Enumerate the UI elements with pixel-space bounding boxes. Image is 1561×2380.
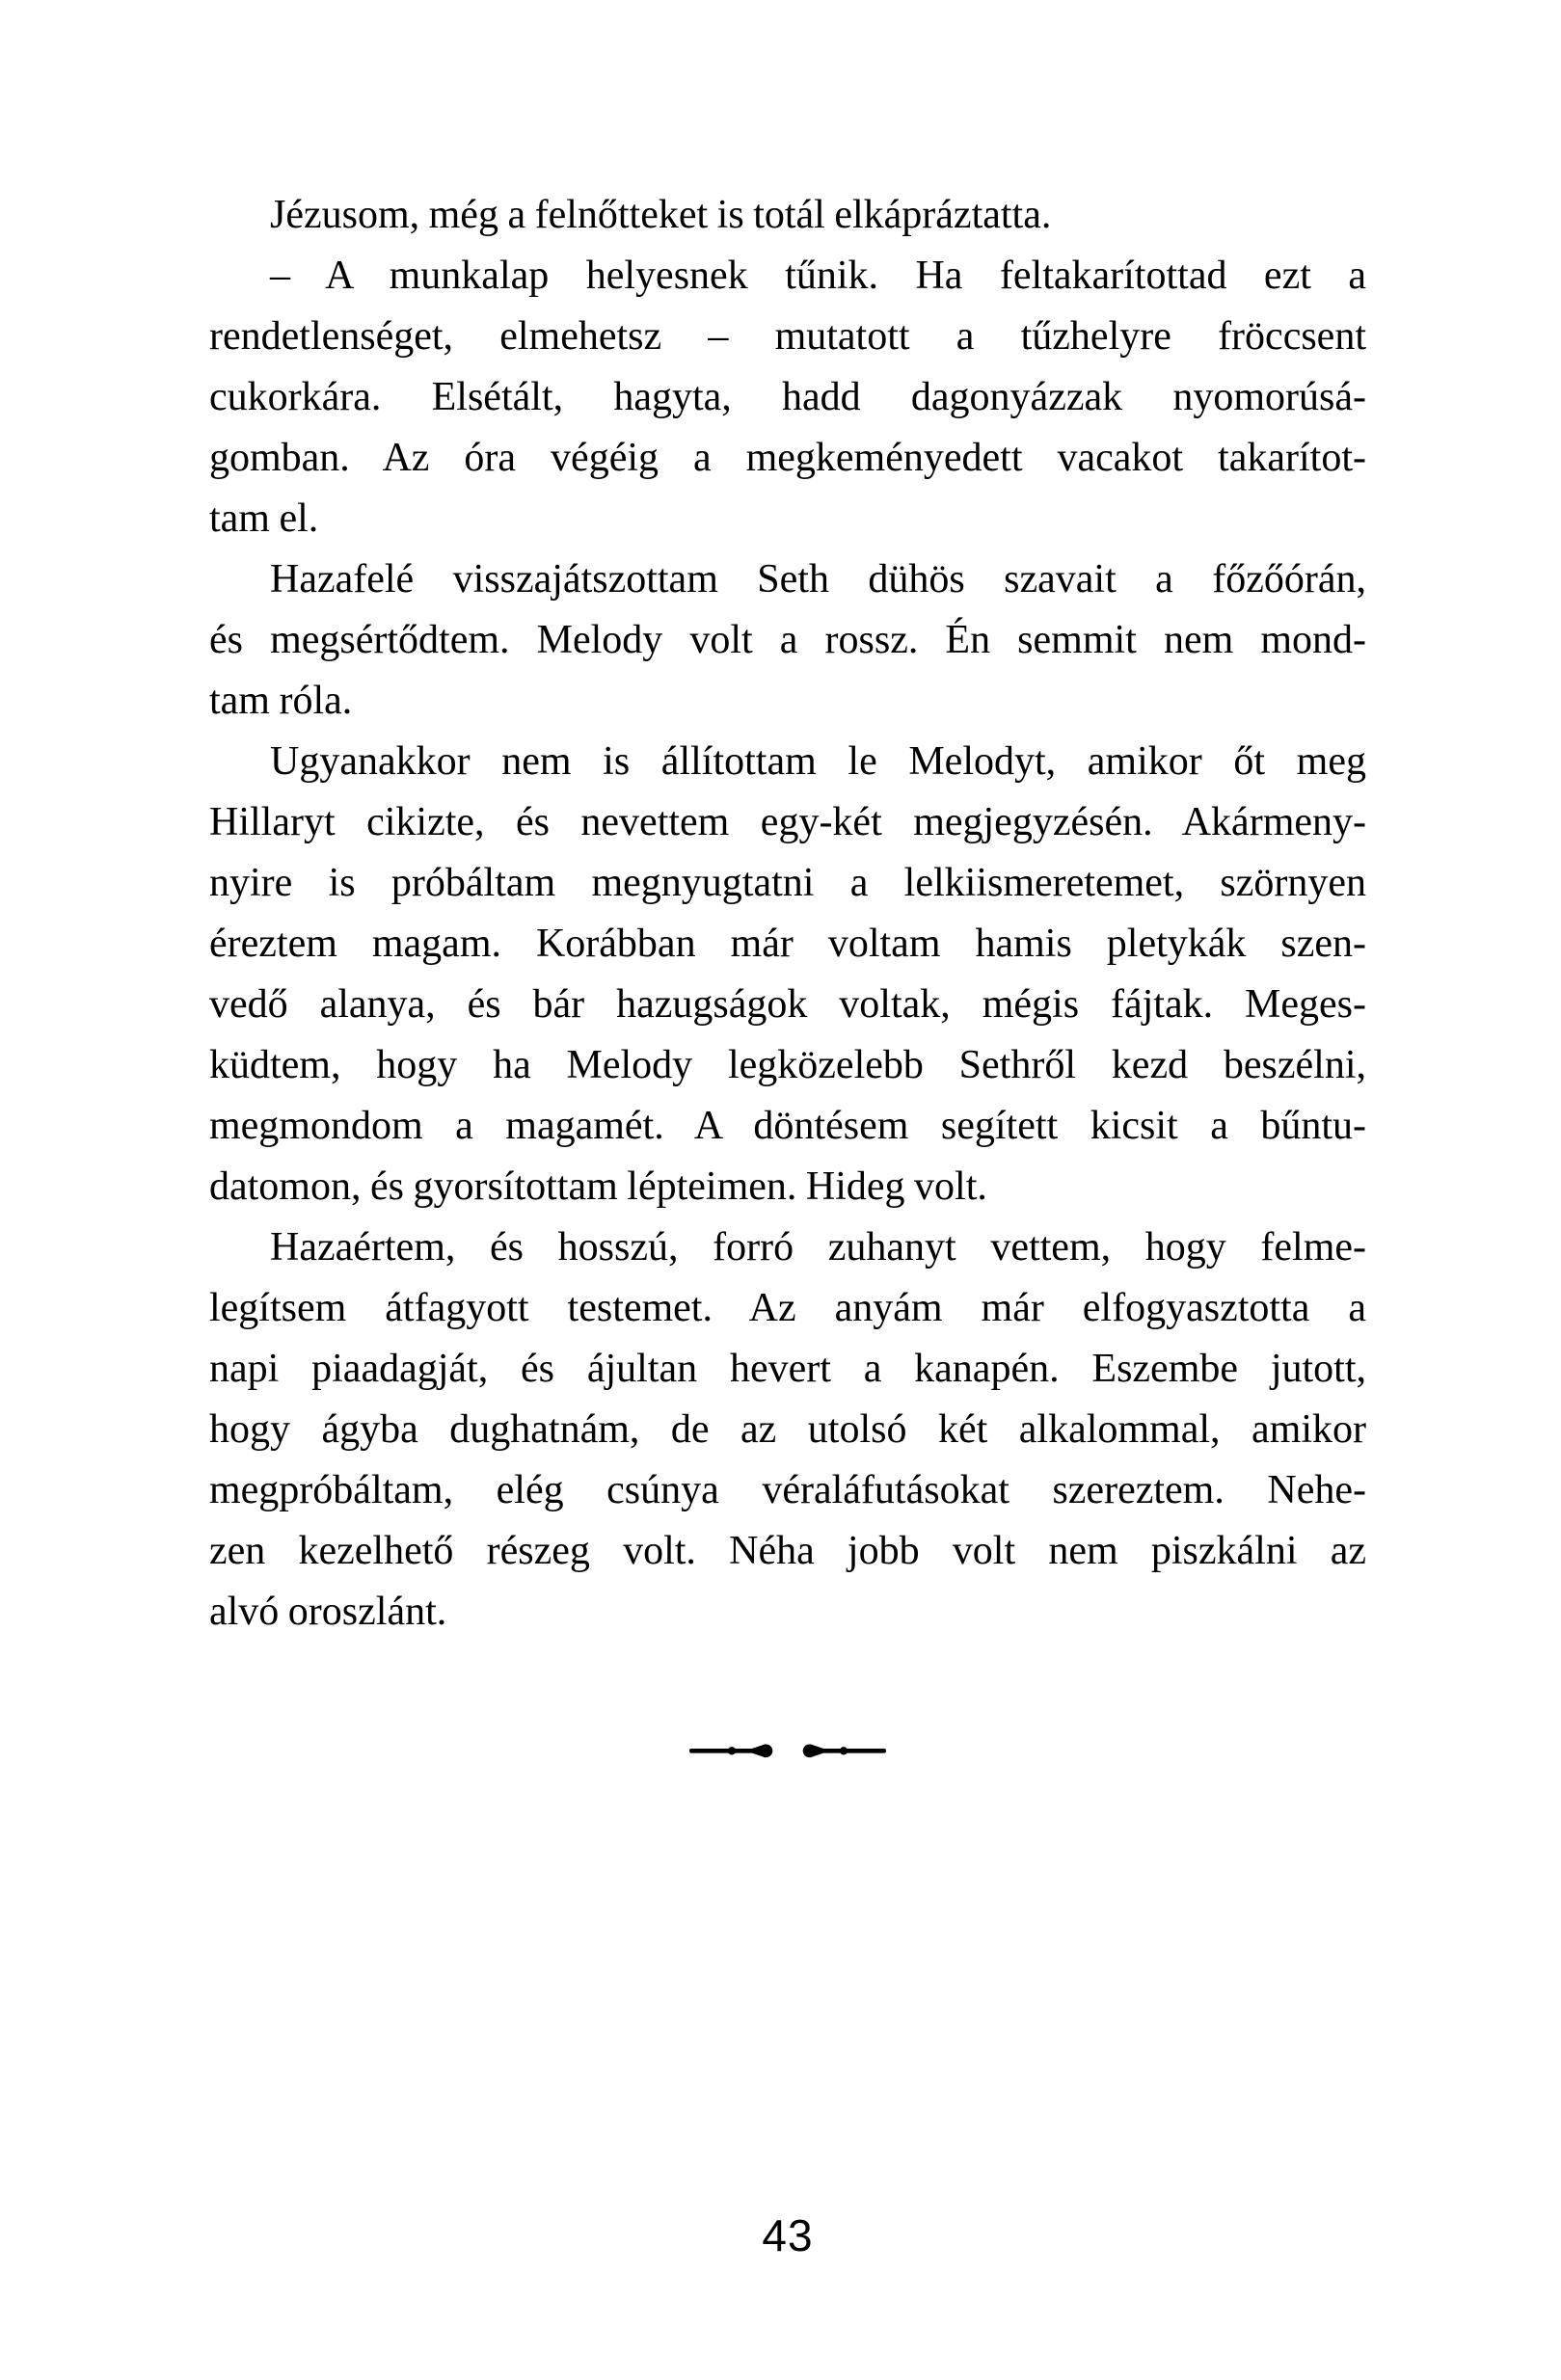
text-line: vedő alanya, és bár hazugságok voltak, mégis fájtak. Meges- <box>209 982 1366 1027</box>
text-line: legítsem átfagyott testemet. Az anyám már elfogyasztotta a <box>209 1286 1366 1330</box>
text-line: Hillaryt cikizte, és nevettem egy-két megjegyzésén. Akármeny- <box>209 800 1366 844</box>
text-line: tam el. <box>209 496 319 541</box>
text-line: cukorkára. Elsétált, hagyta, hadd dagonyázzak nyomorúsá- <box>209 375 1366 419</box>
body-text <box>209 185 1366 1643</box>
divider-ornament-icon <box>689 1741 886 1761</box>
text-line: zen kezelhető részeg volt. Néha jobb volt nem piszkálni az <box>209 1529 1366 1573</box>
section-divider <box>209 1741 1366 1761</box>
page-number: 43 <box>762 2210 814 2260</box>
text-line: hogy ágyba dughatnám, de az utolsó két alkalommal, amikor <box>209 1407 1366 1452</box>
text-line: alvó oroszlánt. <box>209 1590 447 1634</box>
text-line: küdtem, hogy ha Melody legközelebb Sethről kezd beszélni, <box>209 1043 1366 1087</box>
text-line: megmondom a magamét. A döntésem segített kicsit a bűntu- <box>209 1104 1366 1148</box>
text-line: és megsértődtem. Melody volt a rossz. Én semmit nem mond- <box>209 618 1366 662</box>
text-line: éreztem magam. Korábban már voltam hamis pletykák szen- <box>209 922 1366 966</box>
text-line: tam róla. <box>209 679 353 723</box>
text-line: – A munkalap helyesnek tűnik. Ha feltakarítottad ezt a <box>270 254 1366 298</box>
text-line: Hazafelé visszajátszottam Seth dühös szavait a főzőórán, <box>270 557 1366 602</box>
text-line: nyire is próbáltam megnyugtatni a lelkiismeretemet, szörnyen <box>209 861 1366 905</box>
text-line: megpróbáltam, elég csúnya véraláfutásokat szereztem. Nehe- <box>209 1468 1366 1512</box>
text-line: napi piaadagját, és ájultan hevert a kanapén. Eszembe jutott, <box>209 1347 1366 1391</box>
text-line: rendetlenséget, elmehetsz – mutatott a tűzhelyre fröccsent <box>209 314 1366 359</box>
text-line: gomban. Az óra végéig a megkeményedett vacakot takarítot- <box>209 436 1366 480</box>
text-line: Hazaértem, és hosszú, forró zuhanyt vettem, hogy felme- <box>270 1225 1366 1270</box>
text-line: Ugyanakkor nem is állítottam le Melodyt, amikor őt meg <box>270 739 1366 784</box>
text-line: datomon, és gyorsítottam lépteimen. Hideg volt. <box>209 1164 987 1209</box>
text-line: Jézusom, még a felnőtteket is totál elkápráztatta. <box>270 193 1052 237</box>
